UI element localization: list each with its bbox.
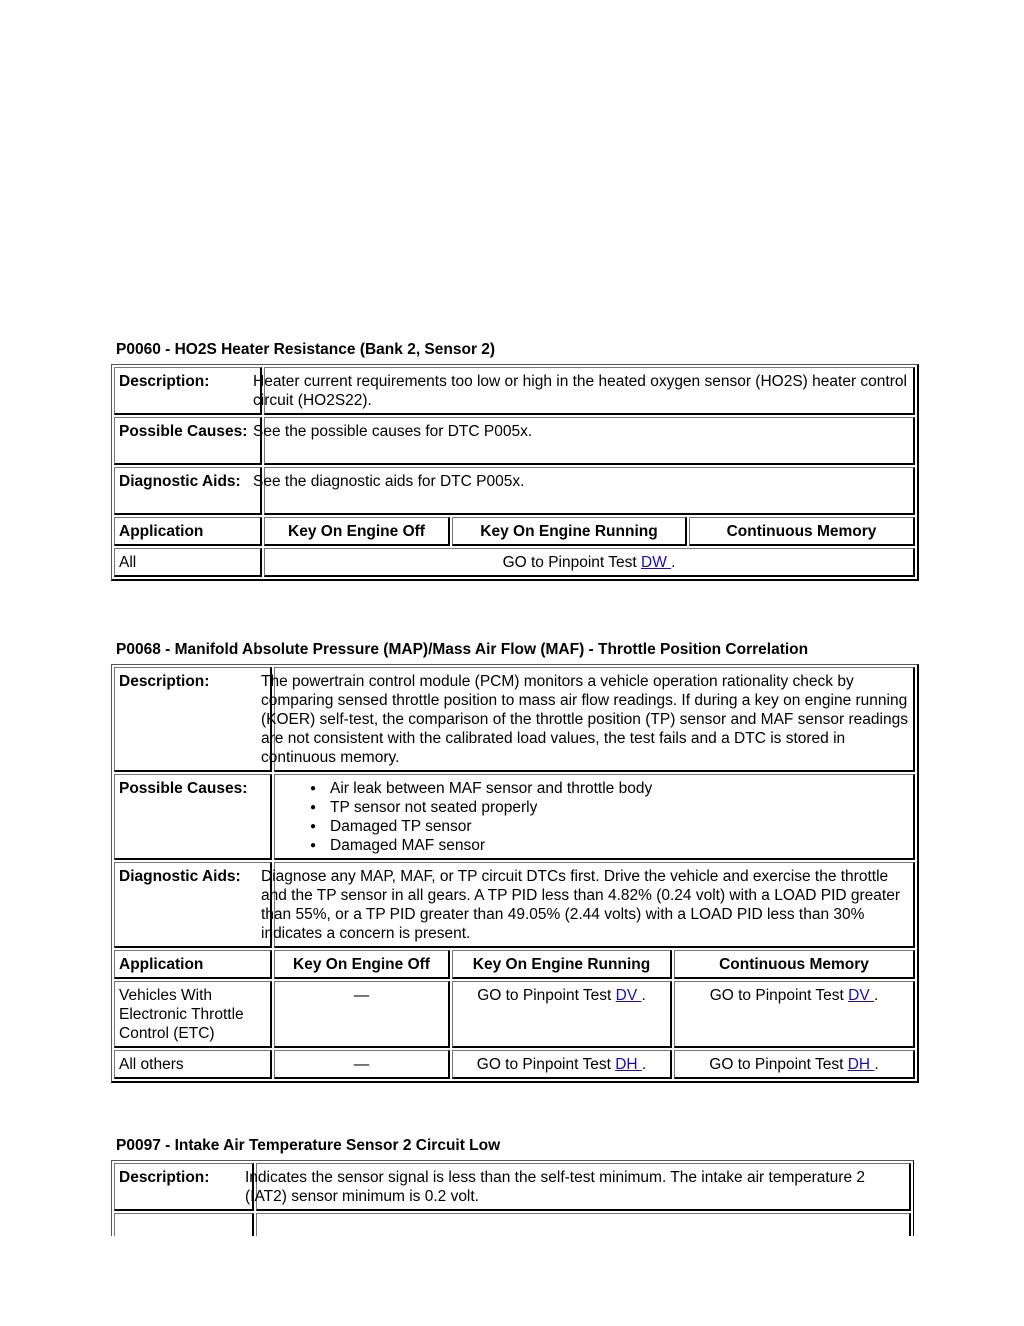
test-tail: .	[641, 987, 646, 1004]
test-text: GO to Pinpoint Test	[502, 554, 641, 571]
possible-causes-row	[114, 417, 915, 465]
dtc-heading: P0097 - Intake Air Temperature Sensor 2 Circuit Low	[116, 1137, 501, 1154]
merged-test-cell	[264, 548, 915, 577]
dtc-heading: P0060 - HO2S Heater Resistance (Bank 2, Sensor 2)	[116, 341, 496, 358]
application-row	[114, 981, 915, 1048]
description-row	[114, 667, 915, 772]
diagnostic-aids-label: Diagnostic Aids:	[114, 467, 262, 515]
diagnostic-aids-row	[114, 862, 915, 948]
diagnostic-aids-value: See the diagnostic aids for DTC P005x.	[253, 473, 525, 490]
application-header-row	[114, 517, 915, 546]
koeo-cell: —	[274, 981, 450, 1048]
dtc-table	[111, 1160, 914, 1236]
dtc-heading: P0068 - Manifold Absolute Pressure (MAP)/Mass Air Flow (MAF) - Throttle Position Correlation	[116, 641, 809, 658]
header-koeo: Key On Engine Off	[264, 517, 450, 546]
test-tail: .	[671, 554, 676, 571]
list-item: ● TP sensor not seated properly	[330, 798, 909, 817]
test-tail: .	[874, 1056, 879, 1073]
dtc-table	[111, 664, 919, 1083]
header-application: Application	[114, 517, 262, 546]
diagnostic-aids-value: Diagnose any MAP, MAF, or TP circuit DTCs first. Drive the vehicle and exercise the throttle and the TP sensor in all gears. A TP PID less than 4.82% (0.24 volt) with a LOAD PID greater than 55%, or a TP PID greater than 49.05% (2.44 volts) with a LOAD PID less than 30% indicates a concern is present.	[261, 868, 900, 942]
description-text	[261, 667, 915, 772]
list-item: ● Damaged TP sensor	[330, 817, 909, 836]
koeo-cell: —	[274, 1050, 450, 1079]
header-application: Application	[114, 950, 272, 979]
dtc-section-p0068	[111, 640, 914, 1083]
description-label: Description:	[114, 367, 262, 415]
application-cell: All others	[114, 1050, 272, 1079]
description-value: Indicates the sensor signal is less than the self-test minimum. The intake air temperature 2 (IAT2) sensor minimum is 0.2 volt.	[245, 1169, 866, 1205]
diagnostic-aids-row	[114, 467, 915, 515]
header-continuous-memory: Continuous Memory	[689, 517, 915, 546]
application-cell: All	[114, 548, 262, 577]
pinpoint-test-link-dh[interactable]: DH	[615, 1056, 642, 1073]
possible-causes-value: See the possible causes for DTC P005x.	[253, 423, 533, 440]
application-cell: Vehicles With Electronic Throttle Control (ETC)	[114, 981, 272, 1048]
diagnostic-aids-text	[253, 467, 915, 515]
diagnostic-aids-text	[261, 862, 915, 948]
application-row	[114, 1050, 915, 1079]
test-text: GO to Pinpoint Test	[476, 1056, 616, 1073]
truncated-row	[114, 1213, 911, 1236]
header-continuous-memory: Continuous Memory	[674, 950, 915, 979]
pinpoint-test-link-dw[interactable]: DW	[641, 554, 672, 571]
header-koer: Key On Engine Running	[452, 517, 687, 546]
test-text: GO to Pinpoint Test	[709, 1056, 848, 1073]
description-text	[245, 1163, 911, 1211]
application-header-row	[114, 950, 915, 979]
possible-causes-row	[114, 774, 915, 860]
possible-causes-label: Possible Causes:	[114, 774, 272, 860]
test-tail: .	[641, 1056, 647, 1073]
description-row	[114, 367, 915, 415]
description-label: Description:	[114, 667, 272, 772]
description-text	[253, 367, 915, 415]
koer-cell	[452, 1050, 672, 1079]
application-row	[114, 548, 915, 577]
koer-cell	[452, 981, 672, 1048]
possible-causes-label: Possible Causes:	[114, 417, 262, 465]
pinpoint-test-link-dv[interactable]: DV	[615, 987, 642, 1004]
test-text: GO to Pinpoint Test	[709, 987, 849, 1004]
continuous-memory-cell	[674, 1050, 915, 1079]
dtc-table	[111, 364, 919, 581]
description-value: The powertrain control module (PCM) monitors a vehicle operation rationality check by comparing sensed throttle position to mass air flow readings. If during a key on engine running (KOER) self-test, the comparison of the throttle position (TP) sensor and MAF sensor readings are not consistent with the calibrated load values, the test fails and a DTC is stored in continuous memory.	[261, 673, 908, 766]
pinpoint-test-link-dh[interactable]: DH	[847, 1056, 875, 1073]
header-koeo: Key On Engine Off	[274, 950, 450, 979]
possible-causes-list-cell	[274, 774, 915, 860]
list-item: ● Air leak between MAF sensor and throttle body	[330, 779, 909, 798]
test-tail: .	[873, 987, 879, 1004]
dtc-section-p0060	[111, 340, 914, 581]
description-value: Heater current requirements too low or high in the heated oxygen sensor (HO2S) heater control circuit (HO2S22).	[253, 373, 907, 409]
empty-cell	[114, 1213, 254, 1236]
possible-causes-list	[275, 779, 909, 855]
description-label: Description:	[114, 1163, 254, 1211]
pinpoint-test-link-dv[interactable]: DV	[848, 987, 874, 1004]
diagnostic-aids-label: Diagnostic Aids:	[114, 862, 272, 948]
continuous-memory-cell	[674, 981, 915, 1048]
possible-causes-text	[253, 417, 915, 465]
dtc-section-p0097	[111, 1136, 914, 1236]
header-koer: Key On Engine Running	[452, 950, 672, 979]
description-row	[114, 1163, 911, 1211]
empty-cell	[256, 1213, 911, 1236]
test-text: GO to Pinpoint Test	[477, 987, 616, 1004]
list-item: ● Damaged MAF sensor	[330, 836, 909, 855]
